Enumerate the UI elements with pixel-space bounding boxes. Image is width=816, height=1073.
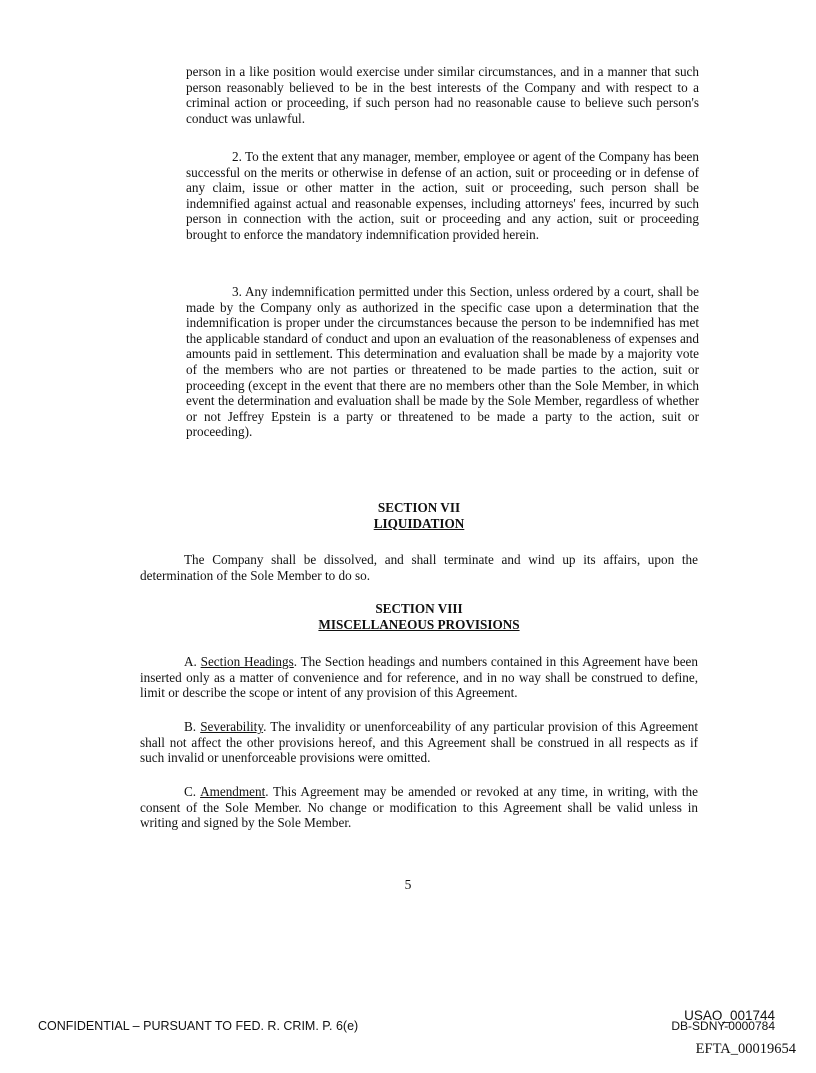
amendment-paragraph xyxy=(140,784,698,831)
section-8-heading xyxy=(140,601,698,632)
item-c-heading: Amendment xyxy=(200,784,266,799)
item-a-prefix: A. xyxy=(184,654,197,669)
section-8-title: MISCELLANEOUS PROVISIONS xyxy=(318,616,520,632)
item-a-heading: Section Headings xyxy=(200,654,294,669)
item-c-text: . This Agreement may be amended or revoked at any time, in writing, with the consent of the Sole Member. No change or modification to this Agreement shall be valid unless in writing and signed by the Sole Member. xyxy=(140,784,698,831)
item-b-text: . The invalidity or unenforceability of any particular provision of this Agreement shall not affect the other provisions hereof, and this Agreement shall be construed in all respects as if such invalid or unenforceable provisions were omitted. xyxy=(140,719,698,766)
section-7-title: LIQUIDATION xyxy=(373,515,465,531)
item-b-prefix: B. xyxy=(184,719,197,734)
efta-number: EFTA_00019654 xyxy=(695,1041,796,1057)
bates-number-sdny: DB-SDNY-0000784 xyxy=(671,1019,775,1033)
section-8-number: SECTION VIII xyxy=(375,601,463,616)
bates-number-usao: USAO_001744 xyxy=(684,1008,775,1023)
indemnification-paragraph-2: 2. To the extent that any manager, member, employee or agent of the Company has been successful on the merits or otherwise in defense of an action, suit or proceeding or in defense of any claim, issue or other matter in the action, suit or proceeding, such person shall be indemnified against actual and reasonable expenses, including attorneys' fees, incurred by such person in connection with the action, suit or proceeding and any action, suit or proceeding brought to enforce the mandatory indemnification provided herein. xyxy=(186,149,699,242)
indemnification-paragraph-3: 3. Any indemnification permitted under this Section, unless ordered by a court, shall be made by the Company only as authorized in the specific case upon a determination that the indemnification is proper under the circumstances because the person to be indemnified has met the applicable standard of conduct and upon an evaluation of the reasonableness of expenses and amounts paid in settlement. This determination and evaluation shall be made by a majority vote of the members who are not parties or threatened to be made parties to the action, suit or proceeding (except in the event that there are no members other than the Sole Member, in which event the determination and evaluation shall be made by the Sole Member, regardless of whether or not Jeffrey Epstein is a party or threatened to be made a party to the action, suit or proceeding). xyxy=(186,284,699,440)
bates-stamp xyxy=(575,1010,775,1032)
liquidation-paragraph: The Company shall be dissolved, and shall terminate and wind up its affairs, upon the determination of the Sole Member to do so. xyxy=(140,552,698,583)
section-7-heading xyxy=(140,500,698,531)
continued-paragraph: person in a like position would exercise under similar circumstances, and in a manner that such person reasonably believed to be in the best interests of the Company and with respect to a criminal action or proceeding, if such person had no reasonable cause to believe such person's conduct was unlawful. xyxy=(186,64,699,126)
section-7-number: SECTION VII xyxy=(377,500,461,515)
item-c-prefix: C. xyxy=(184,784,197,799)
confidential-notice: CONFIDENTIAL – PURSUANT TO FED. R. CRIM. P. 6(e) xyxy=(38,1019,359,1033)
page-number: 5 xyxy=(404,877,412,892)
severability-paragraph xyxy=(140,719,698,766)
item-a-text: . The Section headings and numbers contained in this Agreement have been inserted only as a matter of convenience and for reference, and in no way shall be construed to define, limit or describe the scope or intent of any provision of this Agreement. xyxy=(140,654,699,701)
section-headings-paragraph xyxy=(140,654,698,701)
item-b-heading: Severability xyxy=(200,719,264,734)
